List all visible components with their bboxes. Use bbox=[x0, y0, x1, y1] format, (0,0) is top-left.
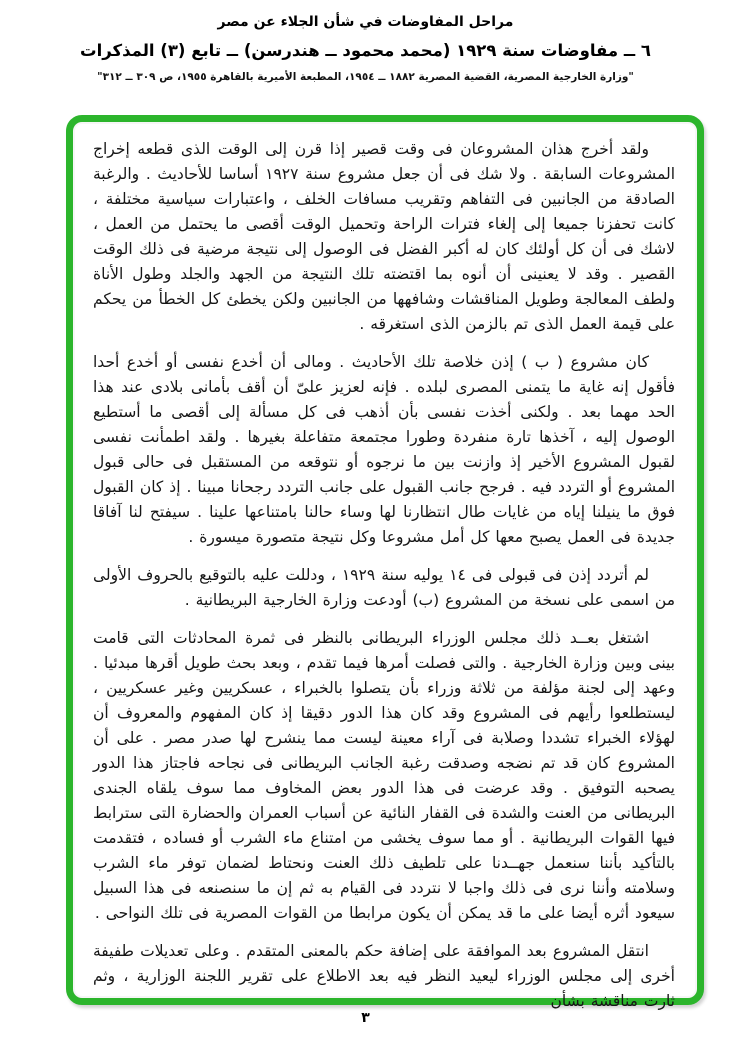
paragraph-5: انتقل المشروع بعد الموافقة على إضافة حكم بالمعنى المتقدم . وعلى تعديلات طفيفة أخرى إلى مجلس الوزراء ليعيد النظر فيه بعد الاطلاع على تقرير اللجنة الوزارية ، وثم ثارت مناقشة بشأن bbox=[93, 942, 675, 1010]
header-title: مراحل المفاوضات في شأن الجلاء عن مصر bbox=[217, 14, 514, 30]
paragraph-3: لم أتردد إذن فى قبولى فى ١٤ يوليه سنة ١٩٢٩ ، ودللت عليه بالتوقيع بالحروف الأولى من اسمى على نسخة من المشروع (ب) أودعت وزارة الخارجية البريطانية . bbox=[93, 566, 675, 609]
header-subtitle: ٦ ــ مفاوضات سنة ١٩٢٩ (محمد محمود ــ هندرسن) ــ تابع (٣) المذكرات bbox=[80, 41, 651, 60]
highlight-frame bbox=[66, 115, 704, 1010]
paragraph-4: اشتغل بعــد ذلك مجلس الوزراء البريطانى بالنظر فى ثمرة المحادثات التى قامت بينى وبين وزارة الخارجية . والتى فصلت أمرها فيما تقدم ، وبعد بحث طويل أقرها مبدئيا . وعهد إلى لجنة مؤلفة من ثلاثة وزراء بأن يتصلوا بالخبراء ، عسكريين وغير عسكريين ، ليستطلعوا رأيهم فى المشروع وقد كان هذا الدور دقيقا إذ كان المفهوم والمعروف أن لهؤلاء الخبراء تشددا وصلابة فى آراء معينة ليست مما ينشرح لها صدر مصر . على أن المشروع كان قد تم نضجه وصدقت رغبة الجانب البريطانى فى نجاحه فاجتاز هذا الدور يصحبه التوفيق . وقد عرضت فى هذا الدور بعض المخاوف مما سوف يلقاه الجندى البريطانى من العنت والشدة فى القفار النائية عن أسباب العمران والحضارة التى سترابط فيها القوات البريطانية . أو مما سوف يخشى من امتناع ماء الشرب أو فساده ، فتقدمت بالتأكيد بأننا سنعمل جهــدنا على تلطيف ذلك العنت ونحتاط لضمان توفر ماء الشرب وسلامته وأننا نرى فى ذلك واجبا لا نتردد فى القيام به ثم إن ما سنصنعه فى هذا السبيل سيعود أثره أيضا على ما قد يمكن أن يكون مرابطا من القوات المصرية فى تلك النواحى . bbox=[93, 629, 675, 922]
document-body bbox=[73, 122, 697, 1010]
header-source-citation: "وزارة الخارجية المصرية، القضية المصرية ١٨٨٢ ــ ١٩٥٤، المطبعة الأميرية بالقاهرة ١٩٥٥، ص ٣٠٩ ــ ٣١٢" bbox=[97, 71, 634, 83]
page-number: ٣ bbox=[361, 1010, 370, 1026]
paragraph-1: ولقد أخرج هذان المشروعان فى وقت قصير إذا قرن إلى الوقت الذى قطعه إخراج المشروعات السابقة . ولا شك فى أن جعل مشروع سنة ١٩٢٧ أساسا للأحاديث . والرغبة الصادقة من الجانبين فى التفاهم وتقريب مسافات الخلف ، واعتبارات سياسية مختلفة ، كانت تحفزنا جميعا إلى إلغاء فترات الراحة وتحميل الوقت أقصى ما يحتمل من العمل ، لاشك فى أن كل أولئك كان له أكبر الفضل فى الوصول إلى نتيجة مرضية فى ذلك الوقت القصير . وقد لا يعنينى أن أنوه بما اقتضته تلك النتيجة من الجهد والجلد وطول الأناة ولطف المعالجة وطويل المناقشات وشافهها من الجانبين ولكن يخطئ كل الخطأ من يحكم على قيمة العمل الذى تم بالزمن الذى استغرقه . bbox=[93, 140, 675, 333]
paragraph-2: كان مشروع ( ب ) إذن خلاصة تلك الأحاديث . ومالى أن أخدع نفسى أو أخدع أحدا فأقول إنه غاية ما يتمنى المصرى لبلده . فإنه لعزيز علىّ أن أقف بأمانى بلادى عند هذا الحد مهما بعد . ولكنى أخذت نفسى بأن أذهب فى كل مسألة إلى أقصى ما أستطيع الوصول إليه ، آخذها تارة منفردة وطورا مجتمعة متفاعلة بغيرها . ولقد اطمأنت نفسى لقبول المشروع الأخير إذ وازنت بين ما نرجوه أو نتوقعه من المستقبل فى حالى قبول المشروع أو التردد فيه . فرجح جانب القبول على جانب التردد رجحانا مبينا . إذ كان القبول فوق ما ينيلنا إياه من غايات طال انتظارنا لها وساء حالنا بامتناعها علينا . سيفتح لنا آفاقا جديدة فى العمل يصبح معها كل أمل مشروعا وكل نتيجة متصورة ميسورة . bbox=[93, 353, 675, 546]
page-header bbox=[0, 14, 731, 83]
